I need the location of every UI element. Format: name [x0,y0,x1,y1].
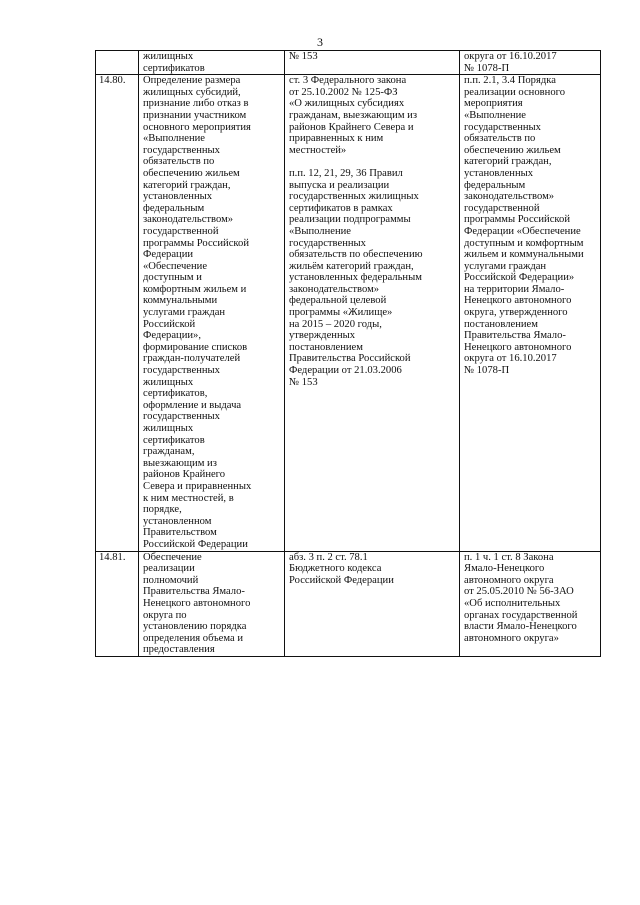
text-line: определения объема и [143,632,244,644]
text-line: коммунальными [143,295,218,307]
text-line: районов Крайнего [143,469,226,481]
text-line: государственных [143,411,220,423]
text-line: федеральным [464,179,526,191]
text-line: гражданам, [143,446,195,458]
text-line: признание либо отказ в [143,98,249,110]
text-line: № 1078-П [464,62,510,74]
text-line: районов Крайнего Севера и [289,121,414,133]
text-line: «Обеспечение [143,260,208,272]
text-line: гражданам, выезжающим из [289,109,418,121]
text-line: Российской Федерации [143,538,248,550]
text-line: выезжающим из [143,457,217,469]
text-line: на 2015 – 2020 годы, [289,318,382,330]
text-line: государственных [143,365,220,377]
text-line: формирование списков [143,341,248,353]
text-line: приравненных к ним [289,133,384,145]
page-number: 3 [317,35,323,49]
text-line: жилищных [143,376,194,388]
text-line: услугами граждан [143,307,226,319]
regional-basis-cell [460,551,601,656]
text-line: округа от 16.10.2017 [464,51,557,62]
text-line: Российской Федерации» [464,272,575,284]
text-line: Российской Федерации [289,574,394,586]
text-line: органах государственной [464,609,578,621]
federal-basis-cell [285,75,460,551]
text-line: «Выполнение [464,109,527,121]
text-line: Правительства Ямало- [464,330,566,342]
text-line: жилищных [143,423,194,434]
text-line: п.п. 12, 21, 29, 36 Правил [289,167,403,179]
text-line: программы «Жилище» [289,307,393,319]
text-line: сертификатов [143,434,205,446]
text-line: Правительства Ямало- [143,586,245,598]
text-line: постановлением [464,318,538,330]
text-line: абз. 3 п. 2 ст. 78.1 [289,551,368,563]
text-line: ст. 3 Федерального закона [289,75,407,87]
text-line: программы Российской [464,214,570,226]
text-line: Ямало-Ненецкого [464,563,545,575]
text-line: жильём категорий граждан, [289,260,414,272]
text-line [289,156,455,168]
regional-basis-cell [460,51,601,75]
text-line: установленных федеральным [289,272,422,284]
regional-basis-cell [460,75,601,551]
text-line: Правительством [143,527,217,539]
text-line: категорий граждан, [143,179,231,191]
text-line: обязательств по [464,133,536,145]
text-line: на территории Ямало- [464,283,565,295]
text-line: установлению порядка [143,621,247,633]
text-line: признании участником [143,109,247,121]
text-line: программы Российской [143,237,249,249]
text-line: Федерации», [143,330,201,342]
text-line: выпуска и реализации [289,179,390,191]
table-row [96,51,601,75]
text-line: порядке, [143,504,182,516]
text-line: Определение размера [143,75,241,87]
text-line: жильем и коммунальными [464,249,584,261]
text-line: государственной [464,202,540,214]
provision-cell [139,75,285,551]
text-line: государственных жилищных [289,191,419,203]
text-line: Бюджетного кодекса [289,563,382,575]
federal-basis-cell [285,551,460,656]
text-line: Ненецкого автономного [143,597,251,609]
text-line: Правительства Российской [289,353,411,365]
text-line: обеспечению жильем [143,167,240,179]
provision-cell [139,51,285,75]
text-line: постановлением [289,341,363,353]
text-line: сертификатов [143,62,205,74]
text-line: № 1078-П [464,365,510,377]
text-line: Обеспечение [143,551,202,563]
text-line: реализации [143,563,195,575]
text-line: законодательством» [143,214,234,226]
text-line: комфортным жильем и [143,283,247,295]
text-line: п. 1 ч. 1 ст. 8 Закона [464,551,554,563]
federal-basis-cell [285,51,460,75]
text-line: округа по [143,609,187,621]
text-line: к ним местностей, в [143,492,234,504]
text-line: Севера и приравненных [143,480,252,492]
text-line: государственных [143,144,220,156]
text-line: Ненецкого автономного [464,341,572,353]
text-line: округа, утвержденного [464,307,568,319]
text-line: № 153 [289,376,318,388]
text-line: установленном [143,515,212,527]
text-line: от 25.05.2010 № 56-ЗАО [464,586,574,598]
text-line: федеральной целевой [289,295,387,307]
text-line: утвержденных [289,330,356,342]
text-line: Федерации «Обеспечение [464,225,581,237]
text-line: сертификатов, [143,388,208,400]
text-line: государственных [464,121,541,133]
text-line: категорий граждан, [464,156,552,168]
text-line: местностей» [289,144,347,156]
text-line: Федерации от 21.03.2006 [289,365,402,377]
text-line: услугами граждан [464,260,547,272]
text-line: государственных [289,237,366,249]
text-line: реализации подпрограммы [289,214,411,226]
text-line: автономного округа [464,574,554,586]
text-line: «Выполнение [289,225,352,237]
text-line: федеральным [143,202,205,214]
text-line: Федерации [143,249,194,261]
text-line: мероприятия [464,98,523,110]
text-line: «Выполнение [143,133,206,145]
text-line: власти Ямало-Ненецкого [464,621,577,633]
legal-table [95,50,601,657]
text-line: государственной [143,225,219,237]
table-body [96,51,601,657]
text-line: обязательств по обеспечению [289,249,423,261]
text-line: Российской [143,318,196,330]
table-row [96,75,601,551]
text-line: округа от 16.10.2017 [464,353,557,365]
text-line: установленных [143,191,213,203]
row-number: 14.81. [96,551,139,656]
text-line: жилищных [143,51,194,62]
text-line: обеспечению жильем [464,144,561,156]
text-line: от 25.10.2002 № 125-ФЗ [289,86,398,98]
text-line: обязательств по [143,156,215,168]
text-line: оформление и выдача [143,399,242,411]
text-line: установленных [464,167,534,179]
table-row [96,551,601,656]
text-line: предоставления [143,644,215,656]
text-line: «Об исполнительных [464,597,561,609]
text-line: законодательством» [464,191,555,203]
text-line: основного мероприятия [143,121,251,133]
text-line: граждан-получателей [143,353,241,365]
text-line: законодательством» [289,283,380,295]
provision-cell [139,551,285,656]
row-number [96,51,139,75]
text-line: п.п. 2.1, 3.4 Порядка [464,75,556,87]
text-line: полномочий [143,574,199,586]
text-line: сертификатов в рамках [289,202,393,214]
text-line: реализации основного [464,86,565,98]
text-line: доступным и [143,272,202,284]
text-line: жилищных субсидий, [143,86,241,98]
text-line: «О жилищных субсидиях [289,98,405,110]
text-line: № 153 [289,51,318,62]
text-line: автономного округа» [464,632,559,644]
text-line: Ненецкого автономного [464,295,572,307]
row-number: 14.80. [96,75,139,551]
text-line: доступным и комфортным [464,237,584,249]
